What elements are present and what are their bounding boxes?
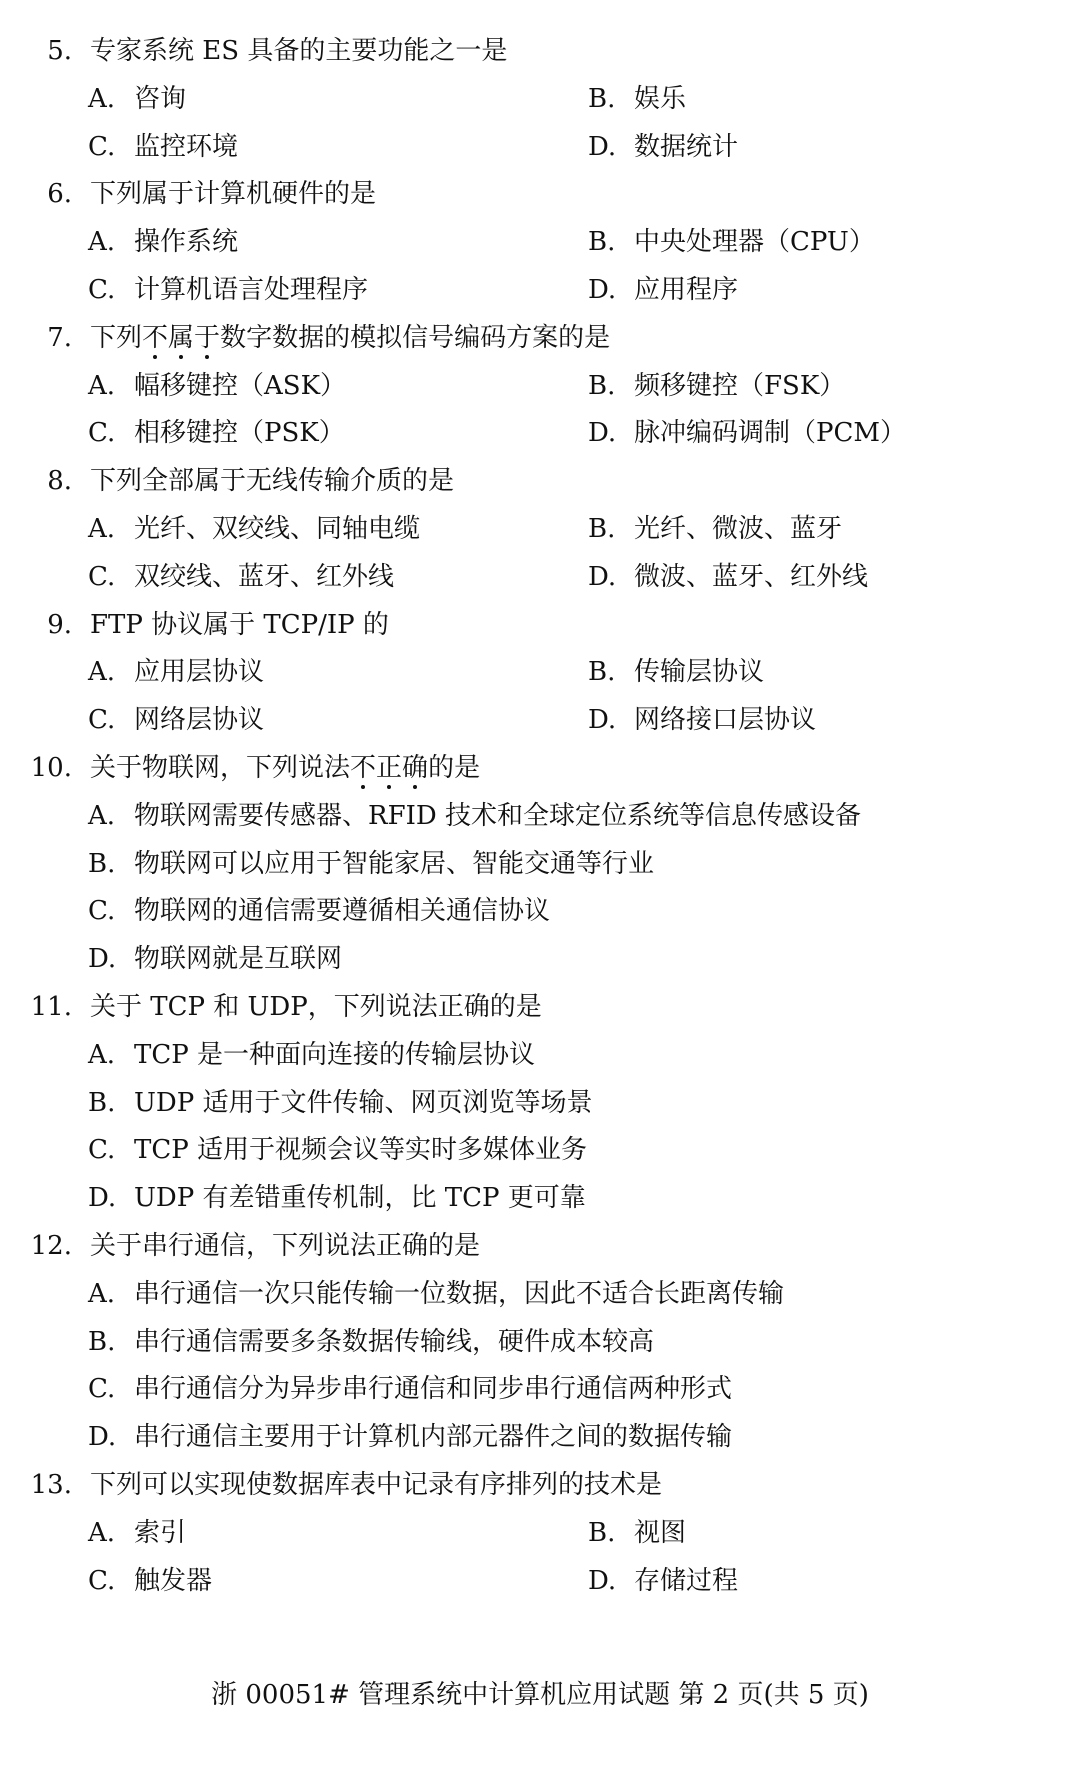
option-letter: C. (88, 131, 116, 162)
emphasis-char: 属 (168, 322, 195, 353)
emphasis-char: 确 (402, 753, 429, 783)
option-a (88, 225, 238, 259)
option-text: 光纤、双绞线、同轴电缆 (134, 514, 421, 544)
option-letter: A. (88, 800, 116, 831)
option-text: 中央处理器（CPU） (634, 227, 875, 258)
stem-segment: 下列全部属于无线传输介质的是 (90, 466, 455, 497)
option-letter: A. (88, 1278, 116, 1309)
option-b (88, 1086, 593, 1120)
option-text: 应用层协议 (134, 657, 265, 688)
option-text: 物联网可以应用于智能家居、智能交通等行业 (134, 848, 655, 879)
option-letter: C. (88, 561, 116, 592)
option-d (588, 1564, 738, 1598)
option-text: 传输层协议 (634, 657, 765, 688)
emphasis-text (350, 753, 428, 783)
option-text: 串行通信需要多条数据传输线，硬件成本较高 (134, 1326, 655, 1357)
emphasis-char: 不 (142, 322, 169, 353)
option-letter: D. (588, 131, 617, 162)
option-letter: C. (88, 275, 116, 305)
option-a (88, 799, 861, 833)
option-text: 相移键控（PSK） (134, 418, 345, 449)
option-letter: A. (88, 1039, 116, 1070)
option-text: UDP 有差错重传机制，比 TCP 更可靠 (134, 1183, 586, 1214)
option-b (588, 369, 845, 403)
question-number: 6. (47, 179, 72, 210)
option-c (88, 560, 394, 594)
option-letter: A. (88, 657, 116, 688)
stem-segment: 数字数据的模拟信号编码方案的是 (220, 322, 611, 353)
option-b (588, 1516, 686, 1550)
option-letter: D. (588, 561, 617, 592)
option-letter: C. (88, 1374, 116, 1405)
question-text (90, 321, 610, 355)
question-number: 10. (30, 753, 72, 783)
option-text: 物联网需要传感器、RFID 技术和全球定位系统等信息传感设备 (134, 800, 861, 831)
option-text: 脉冲编码调制（PCM） (634, 418, 907, 449)
option-letter: B. (588, 657, 616, 688)
question-number: 13. (30, 1470, 72, 1500)
option-c (88, 1564, 212, 1598)
option-letter: C. (88, 896, 116, 927)
question-number: 12. (30, 1231, 72, 1261)
option-b (588, 225, 875, 259)
option-d (588, 130, 738, 164)
option-text: 串行通信一次只能传输一位数据，因此不适合长距离传输 (134, 1278, 785, 1309)
option-text: 咨询 (134, 83, 187, 114)
option-letter: B. (588, 83, 616, 114)
option-d (588, 560, 868, 594)
page-footer: 浙 00051# 管理系统中计算机应用试题 第 2 页(共 5 页) (211, 1680, 869, 1710)
option-text: TCP 适用于视频会议等实时多媒体业务 (134, 1135, 587, 1166)
option-text: 应用程序 (634, 275, 739, 305)
question-number: 8. (47, 466, 72, 497)
option-letter: A. (88, 1517, 116, 1548)
option-d (588, 416, 906, 450)
option-d (588, 273, 738, 307)
option-c (88, 894, 550, 928)
option-b (88, 1325, 654, 1359)
option-letter: D. (588, 1565, 617, 1596)
option-text: 触发器 (134, 1565, 213, 1596)
option-text: 串行通信主要用于计算机内部元器件之间的数据传输 (134, 1422, 733, 1453)
option-letter: B. (588, 227, 616, 258)
option-letter: A. (88, 514, 116, 544)
option-c (88, 1372, 732, 1406)
option-text: 双绞线、蓝牙、红外线 (134, 561, 395, 592)
option-letter: A. (88, 227, 116, 258)
option-d (88, 1181, 586, 1215)
stem-segment: FTP 协议属于 TCP/IP 的 (90, 609, 389, 640)
emphasis-char: 正 (376, 753, 403, 783)
option-a (88, 82, 186, 116)
option-letter: B. (88, 1087, 116, 1118)
emphasis-text (142, 323, 220, 353)
option-c (88, 703, 264, 737)
option-letter: A. (88, 370, 116, 401)
option-b (588, 512, 842, 546)
question-text (90, 177, 376, 211)
option-a (88, 655, 264, 689)
question-number: 11. (30, 992, 72, 1022)
option-text: 娱乐 (634, 83, 687, 114)
option-text: 串行通信分为异步串行通信和同步串行通信两种形式 (134, 1374, 733, 1405)
option-text: TCP 是一种面向连接的传输层协议 (134, 1039, 535, 1070)
question-text (90, 608, 389, 642)
option-letter: B. (88, 848, 116, 879)
option-a (88, 1277, 784, 1311)
option-letter: B. (588, 1517, 616, 1548)
stem-segment: 下列属于计算机硬件的是 (90, 179, 377, 210)
option-text: 网络接口层协议 (634, 705, 817, 736)
option-letter: D. (588, 418, 617, 449)
emphasis-char: 于 (194, 322, 221, 353)
question-text (90, 751, 480, 785)
question-text (90, 464, 454, 498)
stem-segment: 专家系统 ES 具备的主要功能之一是 (90, 36, 508, 66)
emphasis-char: 不 (350, 753, 377, 783)
stem-segment: 关于串行通信，下列说法正确的是 (90, 1231, 481, 1261)
stem-segment: 关于 TCP 和 UDP，下列说法正确的是 (90, 992, 542, 1022)
option-a (88, 512, 420, 546)
option-letter: D. (88, 1422, 117, 1453)
option-text: 索引 (134, 1517, 187, 1548)
option-text: 幅移键控（ASK） (134, 370, 347, 401)
option-c (88, 1133, 587, 1167)
option-c (88, 130, 238, 164)
option-text: UDP 适用于文件传输、网页浏览等场景 (134, 1087, 593, 1118)
option-text: 计算机语言处理程序 (134, 275, 369, 305)
option-a (88, 1038, 535, 1072)
option-text: 光纤、微波、蓝牙 (634, 514, 843, 544)
option-letter: A. (88, 83, 116, 114)
option-c (88, 273, 368, 307)
option-letter: C. (88, 1135, 116, 1166)
option-text: 微波、蓝牙、红外线 (634, 561, 869, 592)
option-a (88, 369, 346, 403)
option-text: 监控环境 (134, 131, 239, 162)
option-letter: B. (588, 514, 616, 544)
option-letter: B. (88, 1326, 116, 1357)
option-b (588, 82, 686, 116)
question-number: 7. (47, 322, 72, 353)
option-text: 数据统计 (634, 131, 739, 162)
question-text (90, 34, 507, 68)
stem-segment: 下列 (90, 322, 143, 353)
option-letter: D. (588, 705, 617, 736)
option-d (88, 1420, 732, 1454)
option-a (88, 1516, 186, 1550)
option-b (88, 847, 654, 881)
question-text (90, 1468, 662, 1502)
option-text: 视图 (634, 1517, 687, 1548)
stem-segment: 关于物联网，下列说法 (90, 753, 351, 783)
option-letter: D. (88, 944, 117, 975)
question-text (90, 990, 542, 1024)
option-text: 物联网就是互联网 (134, 944, 343, 975)
option-text: 存储过程 (634, 1565, 739, 1596)
option-text: 物联网的通信需要遵循相关通信协议 (134, 896, 551, 927)
option-text: 频移键控（FSK） (634, 370, 846, 401)
option-d (588, 703, 816, 737)
option-d (88, 942, 342, 976)
option-letter: D. (588, 275, 617, 305)
option-letter: C. (88, 705, 116, 736)
option-letter: B. (588, 370, 616, 401)
option-c (88, 416, 345, 450)
option-letter: C. (88, 1565, 116, 1596)
option-letter: D. (88, 1183, 117, 1214)
stem-segment: 的是 (428, 753, 481, 783)
option-text: 网络层协议 (134, 705, 265, 736)
question-number: 5. (47, 36, 72, 66)
question-number: 9. (47, 609, 72, 640)
option-b (588, 655, 764, 689)
option-text: 操作系统 (134, 227, 239, 258)
stem-segment: 下列可以实现使数据库表中记录有序排列的技术是 (90, 1470, 663, 1500)
question-text (90, 1229, 480, 1263)
option-letter: C. (88, 418, 116, 449)
